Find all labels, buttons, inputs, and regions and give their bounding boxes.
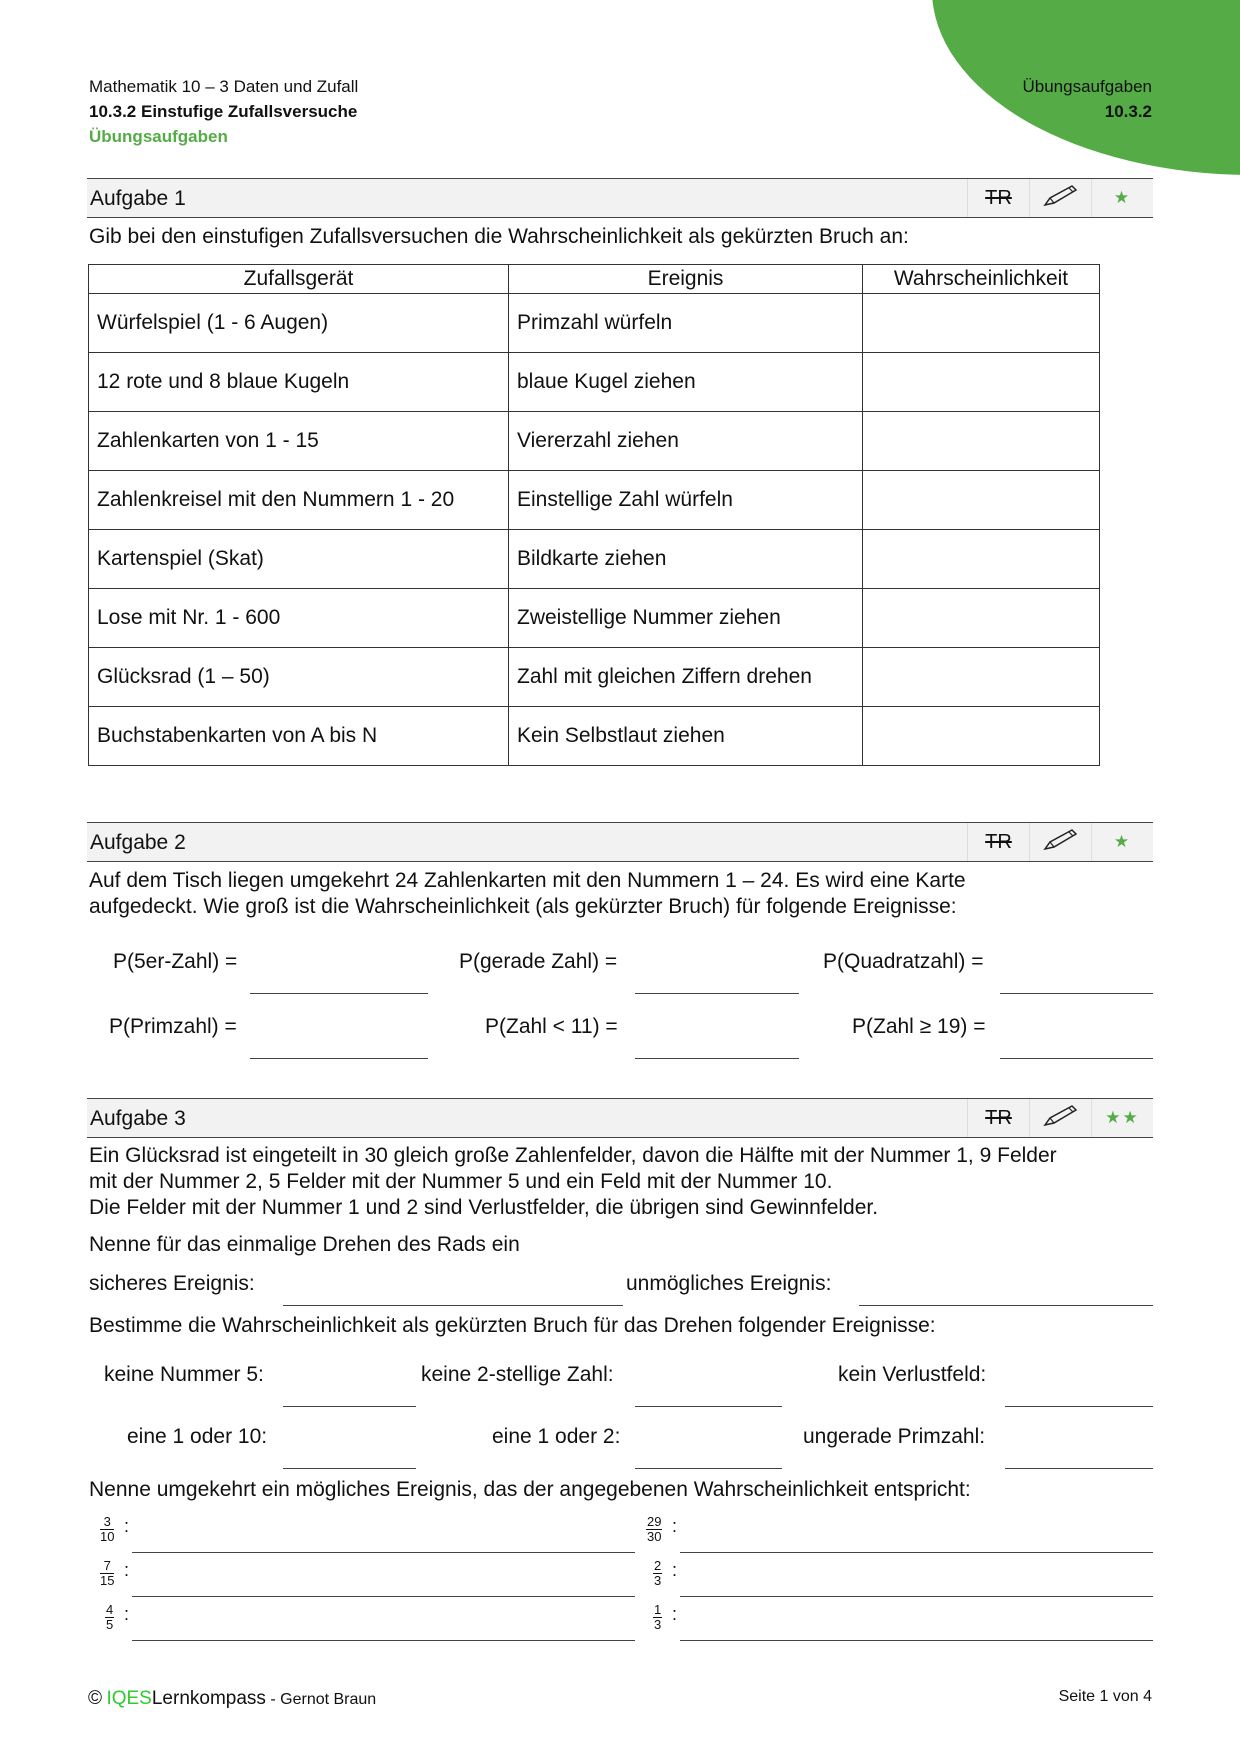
task-2-header xyxy=(87,822,1153,862)
cell-answer[interactable] xyxy=(863,707,1100,766)
table-row xyxy=(89,353,1100,412)
answer-label: P(Zahl < 11) = xyxy=(485,1015,618,1038)
task-3-p3: Die Felder mit der Nummer 1 und 2 sind Verlustfelder, die übrigen sind Gewinnfelder. xyxy=(89,1196,879,1219)
table-header-row xyxy=(89,265,1100,294)
answer-line[interactable] xyxy=(635,1468,782,1469)
cell-device: Lose mit Nr. 1 - 600 xyxy=(89,589,509,648)
answer-line[interactable] xyxy=(283,1406,416,1407)
answer-label: ungerade Primzahl: xyxy=(803,1425,986,1448)
answer-line[interactable] xyxy=(250,993,428,994)
task-1-intro: Gib bei den einstufigen Zufallsversuchen die Wahrscheinlichkeit als gekürzten Bruch an: xyxy=(89,225,909,248)
header-left xyxy=(89,74,358,149)
answer-label: eine 1 oder 2: xyxy=(492,1425,621,1448)
cell-event: Bildkarte ziehen xyxy=(509,530,863,589)
author: - Gernot Braun xyxy=(270,1691,377,1708)
table-row xyxy=(89,412,1100,471)
footer-left xyxy=(88,1688,376,1710)
sheet-type: Übungsaufgaben xyxy=(89,127,228,146)
cell-device: Kartenspiel (Skat) xyxy=(89,530,509,589)
task-3-p5: Bestimme die Wahrscheinlichkeit als gekürzten Bruch für das Drehen folgender Ereignisse: xyxy=(89,1314,936,1337)
pencil-icon xyxy=(1042,184,1080,213)
table-row xyxy=(89,530,1100,589)
task-3-p2: mit der Nummer 2, 5 Felder mit der Nummer 5 und ein Feld mit der Nummer 10. xyxy=(89,1170,833,1193)
fraction: $\frac{1}{3}$ xyxy=(654,1602,662,1632)
cell-event: Kein Selbstlaut ziehen xyxy=(509,707,863,766)
col-header: Zufallsgerät xyxy=(89,265,509,294)
answer-line[interactable] xyxy=(635,993,799,994)
fraction: $\frac{3}{10}$ xyxy=(100,1514,115,1544)
colon: : xyxy=(124,1516,130,1536)
topic: 10.3.2 Einstufige Zufallsversuche xyxy=(89,102,358,121)
col-header: Wahrscheinlichkeit xyxy=(863,265,1100,294)
table-row xyxy=(89,648,1100,707)
task-title: Aufgabe 1 xyxy=(90,187,186,210)
brand-iqes: IQES xyxy=(106,1688,152,1709)
table-row xyxy=(89,294,1100,353)
cell-device: Buchstabenkarten von A bis N xyxy=(89,707,509,766)
answer-line[interactable] xyxy=(680,1552,1153,1553)
cell-answer[interactable] xyxy=(863,648,1100,707)
answer-line[interactable] xyxy=(1000,993,1153,994)
cell-answer[interactable] xyxy=(863,294,1100,353)
answer-label: P(gerade Zahl) = xyxy=(459,950,618,973)
task-title: Aufgabe 3 xyxy=(90,1107,186,1130)
colon: : xyxy=(672,1516,678,1536)
cell-event: Viererzahl ziehen xyxy=(509,412,863,471)
no-calculator-icon: TR xyxy=(985,830,1012,853)
cell-device: Zahlenkreisel mit den Nummern 1 - 20 xyxy=(89,471,509,530)
answer-label: keine Nummer 5: xyxy=(104,1363,264,1386)
table-row xyxy=(89,471,1100,530)
answer-label: kein Verlustfeld: xyxy=(838,1363,987,1386)
answer-line[interactable] xyxy=(283,1468,416,1469)
task-3-p6: Nenne umgekehrt ein mögliches Ereignis, das der angegebenen Wahrscheinlichkeit entspricht: xyxy=(89,1478,971,1501)
impossible-event-label: unmögliches Ereignis: xyxy=(626,1272,832,1295)
pencil-icon xyxy=(1042,1104,1080,1133)
answer-label: eine 1 oder 10: xyxy=(127,1425,268,1448)
colon: : xyxy=(672,1560,678,1580)
cell-event: blaue Kugel ziehen xyxy=(509,353,863,412)
impossible-event-line[interactable] xyxy=(859,1305,1153,1306)
cell-event: Primzahl würfeln xyxy=(509,294,863,353)
page-number: Seite 1 von 4 xyxy=(1058,1688,1152,1705)
header-right xyxy=(1022,74,1152,124)
cell-answer[interactable] xyxy=(863,530,1100,589)
answer-label: keine 2-stellige Zahl: xyxy=(421,1363,614,1386)
brand-lernkompass: Lernkompass xyxy=(151,1688,266,1709)
table-row xyxy=(89,589,1100,648)
fraction: $\frac{4}{5}$ xyxy=(106,1602,114,1632)
star-icon: ★★ xyxy=(1105,1108,1140,1127)
fraction: $\frac{29}{30}$ xyxy=(647,1514,662,1544)
cell-answer[interactable] xyxy=(863,412,1100,471)
cell-event: Zweistellige Nummer ziehen xyxy=(509,589,863,648)
sure-event-label: sicheres Ereignis: xyxy=(89,1272,255,1295)
colon: : xyxy=(672,1604,678,1624)
star-icon: ★ xyxy=(1113,832,1132,851)
answer-label: P(5er-Zahl) = xyxy=(113,950,238,973)
copyright-icon: © xyxy=(88,1688,102,1709)
task-1-header xyxy=(87,178,1153,218)
task-2-intro-1: Auf dem Tisch liegen umgekehrt 24 Zahlenkarten mit den Nummern 1 – 24. Es wird eine Karte xyxy=(89,869,966,892)
cell-device: Glücksrad (1 – 50) xyxy=(89,648,509,707)
cell-event: Einstellige Zahl würfeln xyxy=(509,471,863,530)
fraction: $\frac{7}{15}$ xyxy=(100,1558,115,1588)
answer-line[interactable] xyxy=(1005,1468,1153,1469)
answer-label: P(Primzahl) = xyxy=(109,1015,237,1038)
answer-line[interactable] xyxy=(132,1640,635,1641)
table-row xyxy=(89,707,1100,766)
cell-answer[interactable] xyxy=(863,471,1100,530)
star-icon: ★ xyxy=(1113,188,1132,207)
cell-device: Zahlenkarten von 1 - 15 xyxy=(89,412,509,471)
task-2-intro-2: aufgedeckt. Wie groß ist die Wahrscheinlichkeit (als gekürzter Bruch) für folgende Ereignisse: xyxy=(89,895,957,918)
cell-event: Zahl mit gleichen Ziffern drehen xyxy=(509,648,863,707)
answer-line[interactable] xyxy=(1000,1058,1153,1059)
cell-answer[interactable] xyxy=(863,589,1100,648)
pencil-icon xyxy=(1042,828,1080,857)
answer-label: P(Quadratzahl) = xyxy=(823,950,984,973)
cell-device: Würfelspiel (1 - 6 Augen) xyxy=(89,294,509,353)
task-3-p1: Ein Glücksrad ist eingeteilt in 30 gleich große Zahlenfelder, davon die Hälfte mit der Nummer 1, 9 Felder xyxy=(89,1144,1057,1167)
answer-line[interactable] xyxy=(132,1596,635,1597)
right-type: Übungsaufgaben xyxy=(1022,77,1152,96)
probability-table xyxy=(88,264,1100,766)
subject: Mathematik 10 – 3 Daten und Zufall xyxy=(89,77,359,96)
cell-device: 12 rote und 8 blaue Kugeln xyxy=(89,353,509,412)
sure-event-line[interactable] xyxy=(283,1305,623,1306)
no-calculator-icon: TR xyxy=(985,1106,1012,1129)
answer-line[interactable] xyxy=(132,1552,635,1553)
answer-label: P(Zahl ≥ 19) = xyxy=(852,1015,986,1038)
col-header: Ereignis xyxy=(509,265,863,294)
fraction: $\frac{2}{3}$ xyxy=(654,1558,662,1588)
colon: : xyxy=(124,1604,130,1624)
colon: : xyxy=(124,1560,130,1580)
task-3-header xyxy=(87,1098,1153,1138)
cell-answer[interactable] xyxy=(863,353,1100,412)
answer-line[interactable] xyxy=(250,1058,428,1059)
no-calculator-icon: TR xyxy=(985,186,1012,209)
answer-line[interactable] xyxy=(635,1406,782,1407)
answer-line[interactable] xyxy=(1005,1406,1153,1407)
right-code: 10.3.2 xyxy=(1104,102,1152,121)
answer-line[interactable] xyxy=(635,1058,799,1059)
task-3-p4: Nenne für das einmalige Drehen des Rads ein xyxy=(89,1233,520,1256)
task-title: Aufgabe 2 xyxy=(90,831,186,854)
answer-line[interactable] xyxy=(680,1640,1153,1641)
answer-line[interactable] xyxy=(680,1596,1153,1597)
